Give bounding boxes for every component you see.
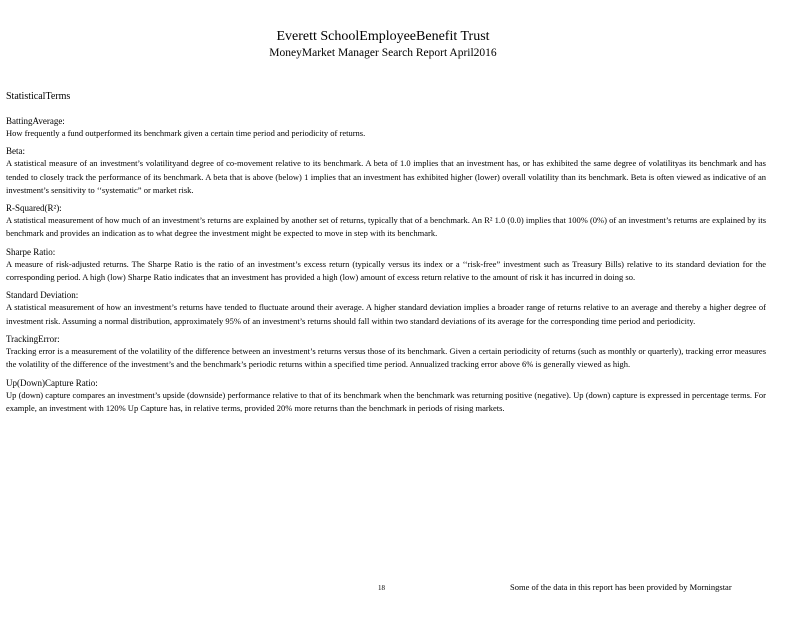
term-r-squared [6,202,766,241]
term-name: R-Squared(R²): [6,203,62,214]
term-definition: Tracking error is a measurement of the volatility of the difference between an investment’s returns versus those of its benchmark. Given a certain periodicity of returns (such as monthly or quarterly), tracking error measures the volatility of the difference of the investment’s and the benchmark’s periodic returns within a specified time period. Annualized tracking error above 6% is generally viewed as high. [6,345,766,370]
term-sharpe-ratio [6,246,766,285]
term-name: Standard Deviation: [6,290,79,301]
term-standard-deviation [6,289,766,328]
term-definition: Up (down) capture compares an investment’s upside (downside) performance relative to that of its benchmark when the benchmark was returning positive (negative). Up (down) capture is expressed in percentage terms. For example, an investment with 120% Up Capture has, in relative terms, provided 20% more returns than the benchmark in periods of rising markets. [6,389,766,413]
term-name: Sharpe Ratio: [6,246,56,257]
section-title: StatisticalTerms [6,91,71,102]
page-number: 18 [378,584,385,592]
term-name: TrackingError: [6,333,60,344]
term-name: BattingAverage: [6,116,65,126]
term-tracking-error [6,333,766,372]
term-beta [6,145,766,197]
term-definition: A statistical measurement of how an investment’s returns have tended to fluctuate around their average. A higher standard deviation implies a broader range of returns relative to an average and thereby a higher degree of investment risk. Assuming a normal distribution, approximately 95% of an investment’s returns should fall within two standard deviations of its average for the corresponding time period and periodicity. [6,302,766,326]
report-subtitle: MoneyMarket Manager Search Report April2016 [269,47,497,59]
report-header [0,28,766,61]
statistical-terms-content [6,90,766,420]
term-definition: How frequently a fund outperformed its benchmark given a certain time period and periodicity of returns. [6,128,366,138]
report-title: Everett SchoolEmployeeBenefit Trust [276,29,490,44]
data-source-note: Some of the data in this report has been provided by Morningstar [510,582,732,592]
term-name: Beta: [6,146,25,157]
term-name: Up(Down)Capture Ratio: [6,377,98,388]
term-definition: A statistical measure of an investment’s volatilityand degree of co-movement relative to its benchmark. A beta of 1.0 implies that an investment has, or has exhibited the same degree of volatilityas its benchmark and has tended to closely track the performance of its benchmark. A beta that is above (below) 1 implies that an investment has exhibited higher (lower) overall volatility than its benchmark. Beta is often viewed as indicative of an investment’s sensitivity to ‘‘systematic” or market risk. [6,158,766,195]
term-definition: A measure of risk-adjusted returns. The Sharpe Ratio is the ratio of an investment’s excess return (typically versus its index or a ‘‘risk-free” investment such as Treasury Bills) relative to its standard deviation for the corresponding period. A high (low) Sharpe Ratio indicates that an investment has provided a high (low) amount of excess return relative to the amount of risk it has incurred in doing so. [6,258,766,283]
term-up-down-capture [6,377,766,416]
term-batting-average [6,115,766,140]
term-definition: A statistical measurement of how much of an investment’s returns are explained by another set of returns, typically that of a benchmark. An R² 1.0 (0.0) implies that 100% (0%) of an investment’s returns are explained by its benchmark and provides an indication as to what degree the investment might be expected to move in step with its benchmark. [6,215,766,239]
